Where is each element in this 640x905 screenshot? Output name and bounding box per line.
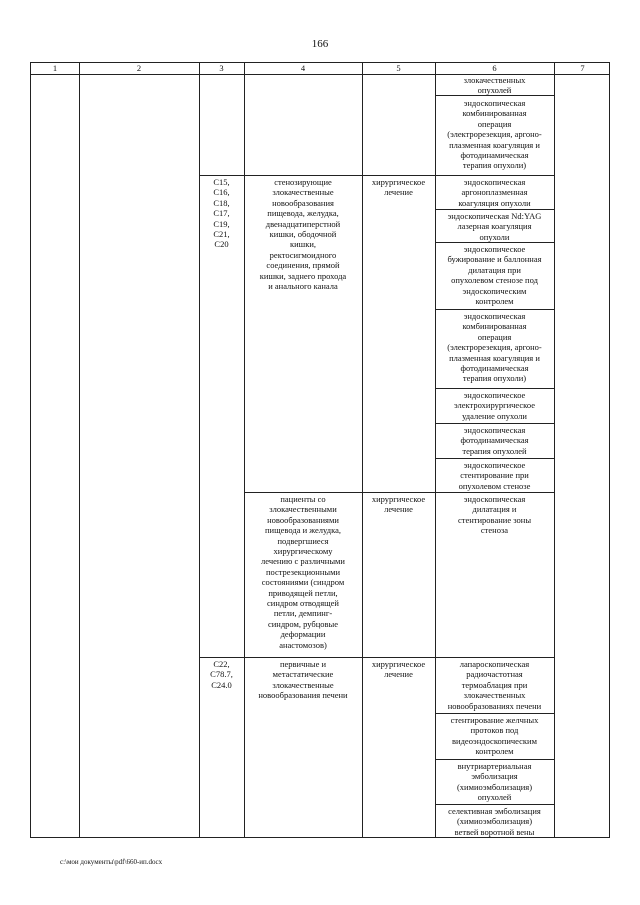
row-divider — [199, 175, 554, 176]
cell-divider — [435, 309, 554, 310]
header-cell-2: 2 — [136, 63, 142, 73]
header-cell-7: 7 — [580, 63, 585, 73]
header-cell-6: 6 — [492, 63, 497, 73]
cell-divider — [435, 458, 554, 459]
condition-cell: пациенты со злокачественными новообразованиями пищевода и желудка, подвергшиеся хирургическому лечению с различными пострезекционными состояниями (синдром приводящей петли, синдром отводящей петли, демпинг- синдром, рубцовые деформации анастомозов) — [261, 494, 345, 650]
treatment-type-cell: хирургическое лечение — [371, 177, 426, 198]
method-cell: эндоскопическая Nd:YAG лазерная коагуляция опухоли — [447, 211, 542, 242]
icd-codes-cell: C15, C16, C18, C17, C19, C21, C20 — [213, 177, 230, 250]
header-cell-4: 4 — [300, 63, 306, 73]
cell-divider — [435, 423, 554, 424]
treatment-type-cell: хирургическое лечение — [371, 494, 426, 515]
treatment-table — [30, 62, 610, 838]
row-divider — [199, 657, 554, 658]
method-cell: эндоскопическое стентирование при опухолевом стенозе — [458, 460, 531, 491]
method-cell: эндоскопическая дилатация и стентирование зоны стеноза — [457, 494, 532, 536]
cell-divider — [435, 804, 554, 805]
method-cell: селективная эмболизация (химиоэмболизация) ветвей воротной вены — [448, 806, 541, 837]
method-cell: эндоскопическая комбинированная операция (электрорезекция, аргоно- плазменная коагуляция и фотодинамическая терапия опухоли) — [447, 98, 542, 171]
row-divider — [244, 492, 554, 493]
method-cell: стентирование желчных протоков под видеоэндоскопическим контролем — [450, 715, 539, 757]
cell-divider — [435, 388, 554, 389]
method-cell: злокачественных опухолей — [463, 75, 526, 96]
method-cell: лапароскопическая радиочастотная термоаблация при злокачественных новообразованиях печени — [447, 659, 542, 711]
cell-divider — [435, 713, 554, 714]
method-cell: эндоскопическая фотодинамическая терапия опухолей — [460, 425, 529, 456]
treatment-type-cell: хирургическое лечение — [371, 659, 426, 680]
header-row — [31, 63, 609, 75]
method-cell: эндоскопическое бужирование и баллонная дилатация при опухолевом стенозе под эндоскопическим контролем — [447, 244, 542, 307]
page-number: 166 — [311, 38, 329, 50]
method-cell: эндоскопическая комбинированная операция (электрорезекция, аргоно- плазменная коагуляция и фотодинамическая терапия опухоли) — [447, 311, 542, 384]
cell-divider — [435, 209, 554, 210]
header-cell-5: 5 — [396, 63, 401, 73]
footer-file-path: c:\мои документы\pdf\660-ип.docx — [60, 858, 163, 866]
header-cell-3: 3 — [219, 63, 224, 73]
column-divider — [79, 63, 80, 837]
cell-divider — [435, 759, 554, 760]
method-cell: эндоскопическое электрохирургическое удаление опухоли — [454, 390, 535, 421]
icd-codes-cell: C22, C78.7, C24.0 — [210, 659, 233, 690]
method-cell: внутриартериальная эмболизация (химиоэмболизация) опухолей — [456, 761, 533, 803]
condition-cell: первичные и метастатические злокачественные новообразования печени — [258, 659, 348, 701]
header-cell-1: 1 — [52, 63, 58, 73]
condition-cell: стенозирующие злокачественные новообразования пищевода, желудка, двенадцатиперстной кишки, ободочной кишки, ректосигмоидного соединения, прямой кишки, заднего прохода и анального канала — [259, 177, 347, 292]
method-cell: эндоскопическая аргоноплазменная коагуляция опухоли — [458, 177, 531, 208]
column-divider — [554, 63, 555, 837]
